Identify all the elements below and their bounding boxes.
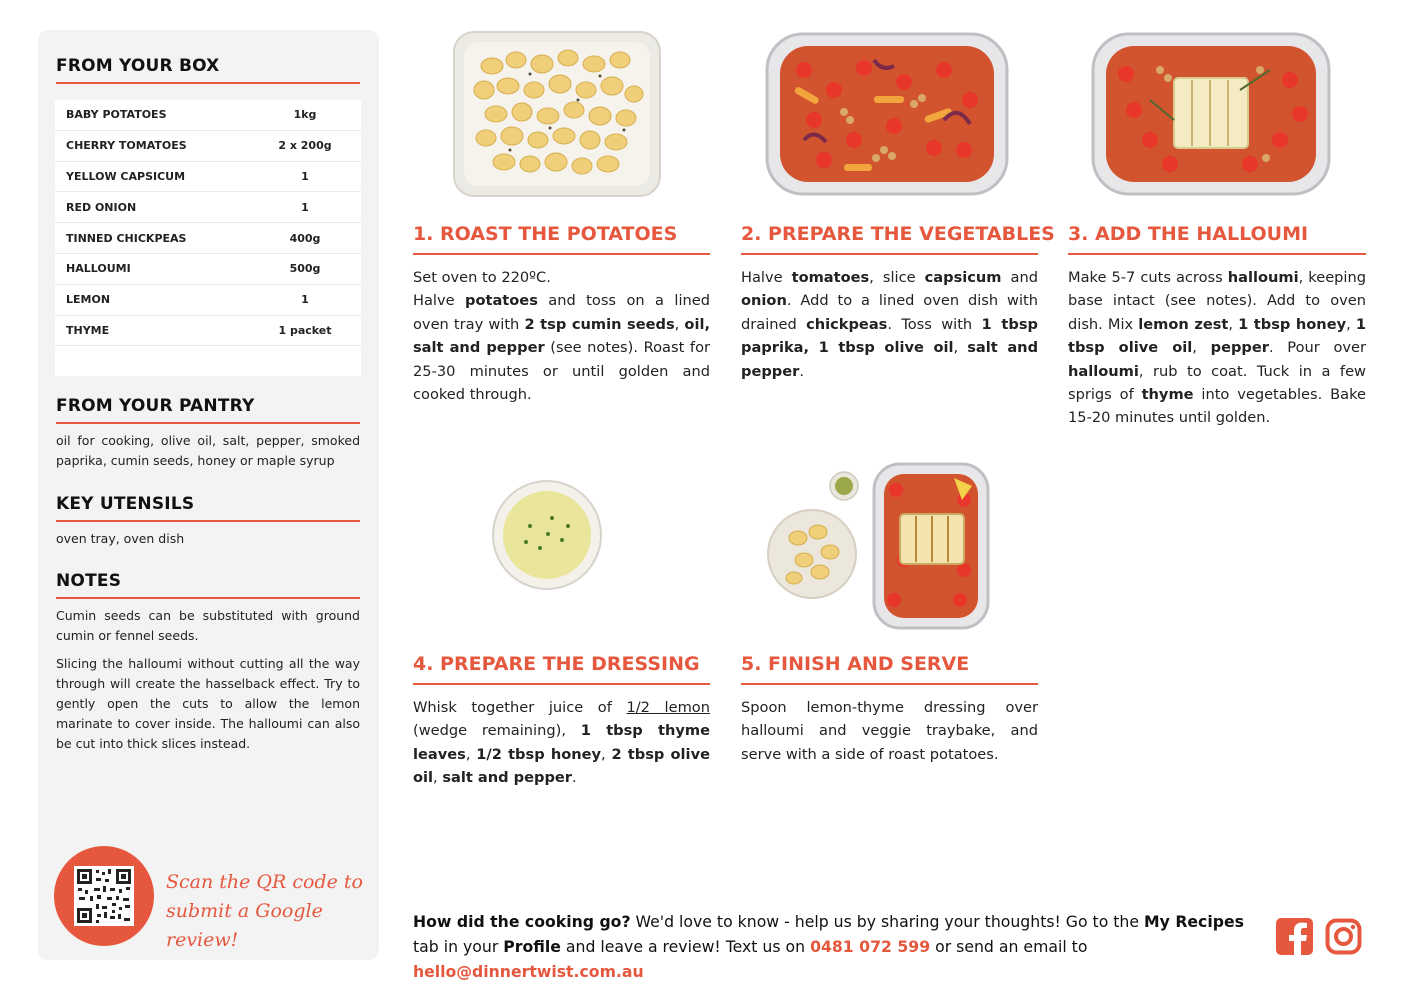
pantry-text: oil for cooking, olive oil, salt, pepper, smoked paprika, cumin seeds, honey or maple syrup (56, 433, 360, 468)
step-3-title: 3. ADD THE HALLOUMI (1068, 223, 1309, 245)
qr-code-icon[interactable] (74, 866, 134, 926)
step-1-paragraph: Halve potatoes and toss on a lined oven tray with 2 tsp cumin seeds, oil, salt and pepper (see notes). Roast for 25-30 minutes or until golden and cooked through. (413, 292, 710, 404)
step-2-title: 2. PREPARE THE VEGETABLES (741, 223, 1055, 245)
ingredient-qty: 400g (289, 231, 321, 245)
table-row (55, 316, 361, 347)
notes-rule (56, 597, 360, 599)
utensils-rule (56, 520, 360, 522)
table-row (55, 223, 361, 254)
qr-caption-line-1: Scan the QR code to (166, 871, 363, 893)
step-5-photo (764, 460, 994, 630)
step-2-rule (741, 253, 1038, 255)
qr-badge[interactable] (54, 846, 154, 946)
ingredient-name: HALLOUMI (66, 262, 131, 276)
table-row (55, 285, 361, 316)
ingredient-qty: 1 (301, 169, 309, 183)
table-row (55, 100, 361, 131)
qr-caption-line-2: submit a Google review! (166, 900, 323, 951)
step-4-text: Whisk together juice of 1/2 lemon (wedge remaining), 1 tbsp thyme leaves, 1/2 tbsp honey, 2 tbsp olive oil, salt and pepper. (413, 699, 710, 787)
step-1-text (413, 266, 710, 406)
step-2-text: Halve tomatoes, slice capsicum and onion. Add to a lined oven dish with drained chickpeas. Toss with 1 tbsp paprika, 1 tbsp olive oil, salt and pepper. (741, 269, 1039, 380)
ingredient-qty: 500g (289, 262, 321, 276)
ingredient-qty: 1kg (293, 108, 317, 122)
table-row (55, 254, 361, 285)
review-footer: How did the cooking go? We'd love to know - help us by sharing your thoughts! Go to the My Recipes tab in your Profile and leave a review! Text us on 0481 072 599 or send an email to hello@dinnertwist.com.au (413, 912, 1244, 981)
step-1-rule (413, 253, 710, 255)
step-1-title: 1. ROAST THE POTATOES (413, 223, 678, 245)
box-title-rule (56, 82, 360, 84)
ingredient-qty: 1 (301, 200, 309, 214)
ingredient-name: LEMON (66, 293, 111, 307)
table-row (55, 131, 361, 162)
step-2-photo (764, 30, 1010, 198)
step-4-rule (413, 683, 710, 685)
notes-title: NOTES (56, 571, 122, 591)
footer-question: How did the cooking go? (413, 912, 631, 931)
ingredients-table (55, 100, 361, 376)
step-1-photo (450, 30, 664, 198)
utensils-title: KEY UTENSILS (56, 494, 195, 514)
step-5-text: Spoon lemon-thyme dressing over halloumi and veggie traybake, and serve with a side of roast potatoes. (741, 699, 1038, 763)
table-row (55, 192, 361, 223)
step-1-line: Set oven to 220ºC. (413, 269, 551, 286)
ingredient-name: THYME (66, 323, 110, 337)
ingredient-name: CHERRY TOMATOES (66, 139, 187, 153)
step-3-rule (1068, 253, 1366, 255)
step-5-rule (741, 683, 1038, 685)
box-title: FROM YOUR BOX (56, 56, 220, 76)
ingredient-qty: 1 packet (278, 323, 332, 337)
step-4-title: 4. PREPARE THE DRESSING (413, 653, 700, 675)
ingredient-name: TINNED CHICKPEAS (66, 231, 187, 245)
phone-link[interactable]: 0481 072 599 (810, 937, 931, 956)
pantry-rule (56, 422, 360, 424)
step-5-title: 5. FINISH AND SERVE (741, 653, 970, 675)
email-link[interactable]: hello@dinnertwist.com.au (413, 962, 644, 981)
facebook-icon[interactable] (1276, 918, 1313, 955)
step-3-text: Make 5-7 cuts across halloumi, keeping base intact (see notes). Add to oven dish. Mix lemon zest, 1 tbsp honey, 1 tbsp olive oil, pepper. Pour over halloumi, rub to coat. Tuck in a few sprigs of thyme into vegetables. Bake 15-20 minutes until golden. (1068, 269, 1367, 427)
note-2: Slicing the halloumi without cutting all the way through will create the hasselback effect. Try to gently open the cuts to allow the lemon marinate to cover inside. The halloumi can also be cut into thick slices instead. (56, 656, 360, 751)
sidebar (38, 30, 379, 960)
ingredient-qty: 1 (301, 293, 309, 307)
step-4-photo (490, 478, 604, 592)
ingredient-qty: 2 x 200g (278, 139, 332, 153)
step-3-photo (1090, 30, 1332, 198)
utensils-text: oven tray, oven dish (56, 531, 185, 546)
pantry-title: FROM YOUR PANTRY (56, 396, 255, 416)
ingredient-name: YELLOW CAPSICUM (66, 169, 186, 183)
instagram-icon[interactable] (1325, 918, 1362, 955)
ingredient-name: RED ONION (66, 200, 137, 214)
ingredient-name: BABY POTATOES (66, 108, 167, 122)
qr-caption (166, 868, 366, 955)
table-row (55, 162, 361, 193)
note-1: Cumin seeds can be substituted with ground cumin or fennel seeds. (56, 608, 360, 643)
my-recipes-label: My Recipes (1144, 912, 1244, 931)
profile-label: Profile (503, 937, 561, 956)
